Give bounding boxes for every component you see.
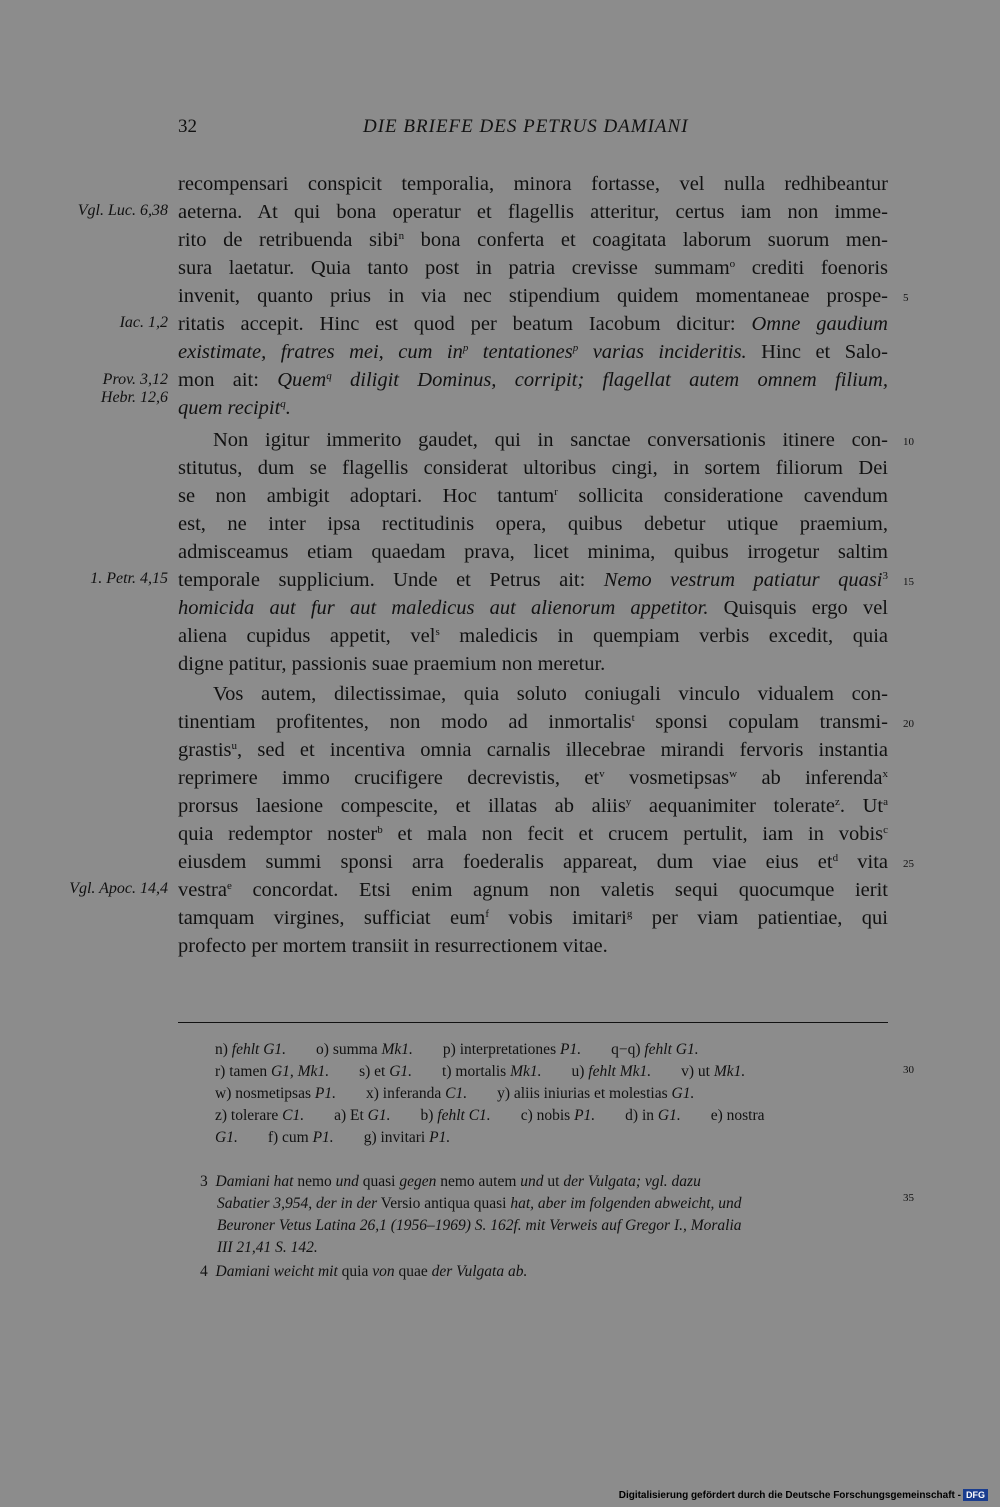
note-line: Sabatier 3,954, der in der Versio antiqua quasi hat, aber im folgenden abweicht, und <box>217 1195 742 1212</box>
body-line: reprimere immo crucifigere decrevistis, $et^v$ vosmetipsas$^w$ ab inferenda$^x$ <box>178 767 889 789</box>
body-line: se non ambigit adoptari. Hoc tantum$^r$ sollicita consideratione cavendum <box>178 485 888 507</box>
body-line: aliena cupidus appetit, vel$^s$ maledicis in quempiam verbis excedit, quia <box>178 625 888 647</box>
body-line: recompensari conspicit temporalia, minora fortasse, vel nulla redhibeantur <box>178 173 888 195</box>
body-line: eiusdem summi sponsi arra foederalis appareat, dum viae eius $et^d$ vita <box>178 851 888 873</box>
body-line: grastis$^u$, sed et incentiva omnia carnalis illecebrae mirandi fervoris instantia <box>178 739 888 761</box>
margin-reference: Prov. 3,12 <box>102 371 168 388</box>
body-line: stitutus, dum se flagellis considerat ultoribus cingi, in sortem filiorum Dei <box>178 457 888 479</box>
apparatus-line: w) nosmetipsas P1. x) inferanda C1. y) aliis iniurias et molestias G1. <box>215 1085 695 1102</box>
line-number: 15 <box>903 576 914 588</box>
body-line: ritatis accepit. Hinc est quod per beatum Iacobum dicitur: Omne gaudium <box>178 313 888 335</box>
body-line: prorsus laesione compescite, et illatas ab aliis$^y$ aequanimiter tolerate$^z$. Ut$^a$ <box>178 795 889 817</box>
apparatus-line: G1. f) cum P1. g) invitari P1. <box>215 1129 451 1146</box>
line-number: 5 <box>903 292 909 304</box>
body-line: homicida aut fur aut maledicus aut alienorum appetitor. Quisquis ergo vel <box>178 597 888 619</box>
line-number: 20 <box>903 718 914 730</box>
note-line: III 21,41 S. 142. <box>217 1239 318 1256</box>
body-line: mon ait: Quem$^q$ diligit Dominus, corripit; flagellat autem omnem filium, <box>178 369 888 391</box>
body-line: existimate, fratres mei, cum $in^p$ tentationes$^p$ varias incideritis. Hinc et Salo- <box>178 341 888 363</box>
margin-reference: Hebr. 12,6 <box>100 389 168 406</box>
footnote-separator <box>178 1022 888 1023</box>
body-line: est, ne inter ipsa rectitudinis opera, quibus debetur utique praemium, <box>178 513 888 535</box>
line-number: 25 <box>903 858 914 870</box>
body-line: sura laetatur. Quia tanto post in patria crevisse summam$^o$ crediti foenoris <box>178 257 888 279</box>
body-line: tamquam virgines, sufficiat eum$^f$ vobis imitari$^g$ per viam patientiae, qui <box>178 907 888 929</box>
body-line: invenit, quanto prius in via nec stipendium quidem momentaneae prospe- <box>178 285 888 307</box>
line-number: 30 <box>903 1064 914 1076</box>
apparatus-line: r) tamen G1, Mk1. s) et G1. t) mortalis Mk1. u) fehlt Mk1. v) ut Mk1. <box>215 1063 746 1080</box>
margin-reference: Vgl. Luc. 6,38 <box>77 202 168 219</box>
line-number: 10 <box>903 436 914 448</box>
body-line: temporale supplicium. Unde et Petrus ait: Nemo vestrum patiatur quasi$^3$ <box>178 569 888 591</box>
body-line: rito de retribuenda sibi$^n$ bona conferta et coagitata laborum suorum men- <box>178 229 888 251</box>
body-line: quia redemptor noster$^b$ et mala non fecit et crucem pertulit, iam in vobis$^c$ <box>178 823 889 845</box>
body-line: vestra$^e$ concordat. Etsi enim agnum non valetis sequi quocumque ierit <box>178 879 888 901</box>
credit-text: Digitalisierung gefördert durch die Deutsche Forschungsgemeinschaft - <box>618 1489 961 1501</box>
running-title: DIE BRIEFE DES PETRUS DAMIANI <box>363 116 689 137</box>
body-line: profecto per mortem transiit in resurrectionem vitae. <box>178 935 608 957</box>
note-line: Beuroner Vetus Latina 26,1 (1956–1969) S. 162f. mit Verweis auf Gregor I., Moralia <box>217 1217 742 1234</box>
apparatus-line: z) tolerare C1. a) Et G1. b) fehlt C1. c) nobis P1. d) in G1. e) nostra <box>215 1107 765 1124</box>
body-line: quem recipit$^q$. <box>178 397 291 419</box>
apparatus-line: n) fehlt G1. o) summa Mk1. p) interpretationes P1. q−q) fehlt G1. <box>215 1041 699 1058</box>
body-line: aeterna. At qui bona operatur et flagellis atteritur, certus iam non imme- <box>178 201 888 223</box>
body-line: tinentiam profitentes, non modo ad inmortalis$^t$ sponsi copulam transmi- <box>178 711 888 733</box>
note-line: 4 Damiani weicht mit quia von quae der Vulgata ab. <box>200 1263 528 1280</box>
digitization-credit <box>619 1489 988 1501</box>
line-number: 35 <box>903 1192 914 1204</box>
margin-reference: Iac. 1,2 <box>119 314 168 331</box>
body-line: Non igitur immerito gaudet, qui in sanctae conversationis itinere con- <box>213 429 888 451</box>
body-line: digne patitur, passionis suae praemium non meretur. <box>178 653 606 675</box>
page-number: 32 <box>178 116 197 137</box>
dfg-logo: DFG <box>963 1489 988 1501</box>
body-line: Vos autem, dilectissimae, quia soluto coniugali vinculo vidualem con- <box>213 683 888 705</box>
body-line: admisceamus etiam quaedam prava, licet minima, quibus irrogetur saltim <box>178 541 888 563</box>
margin-reference: Vgl. Apoc. 14,4 <box>69 880 168 897</box>
note-line: 3 Damiani hat nemo und quasi gegen nemo autem und ut der Vulgata; vgl. dazu <box>200 1173 701 1190</box>
margin-reference: 1. Petr. 4,15 <box>90 570 168 587</box>
